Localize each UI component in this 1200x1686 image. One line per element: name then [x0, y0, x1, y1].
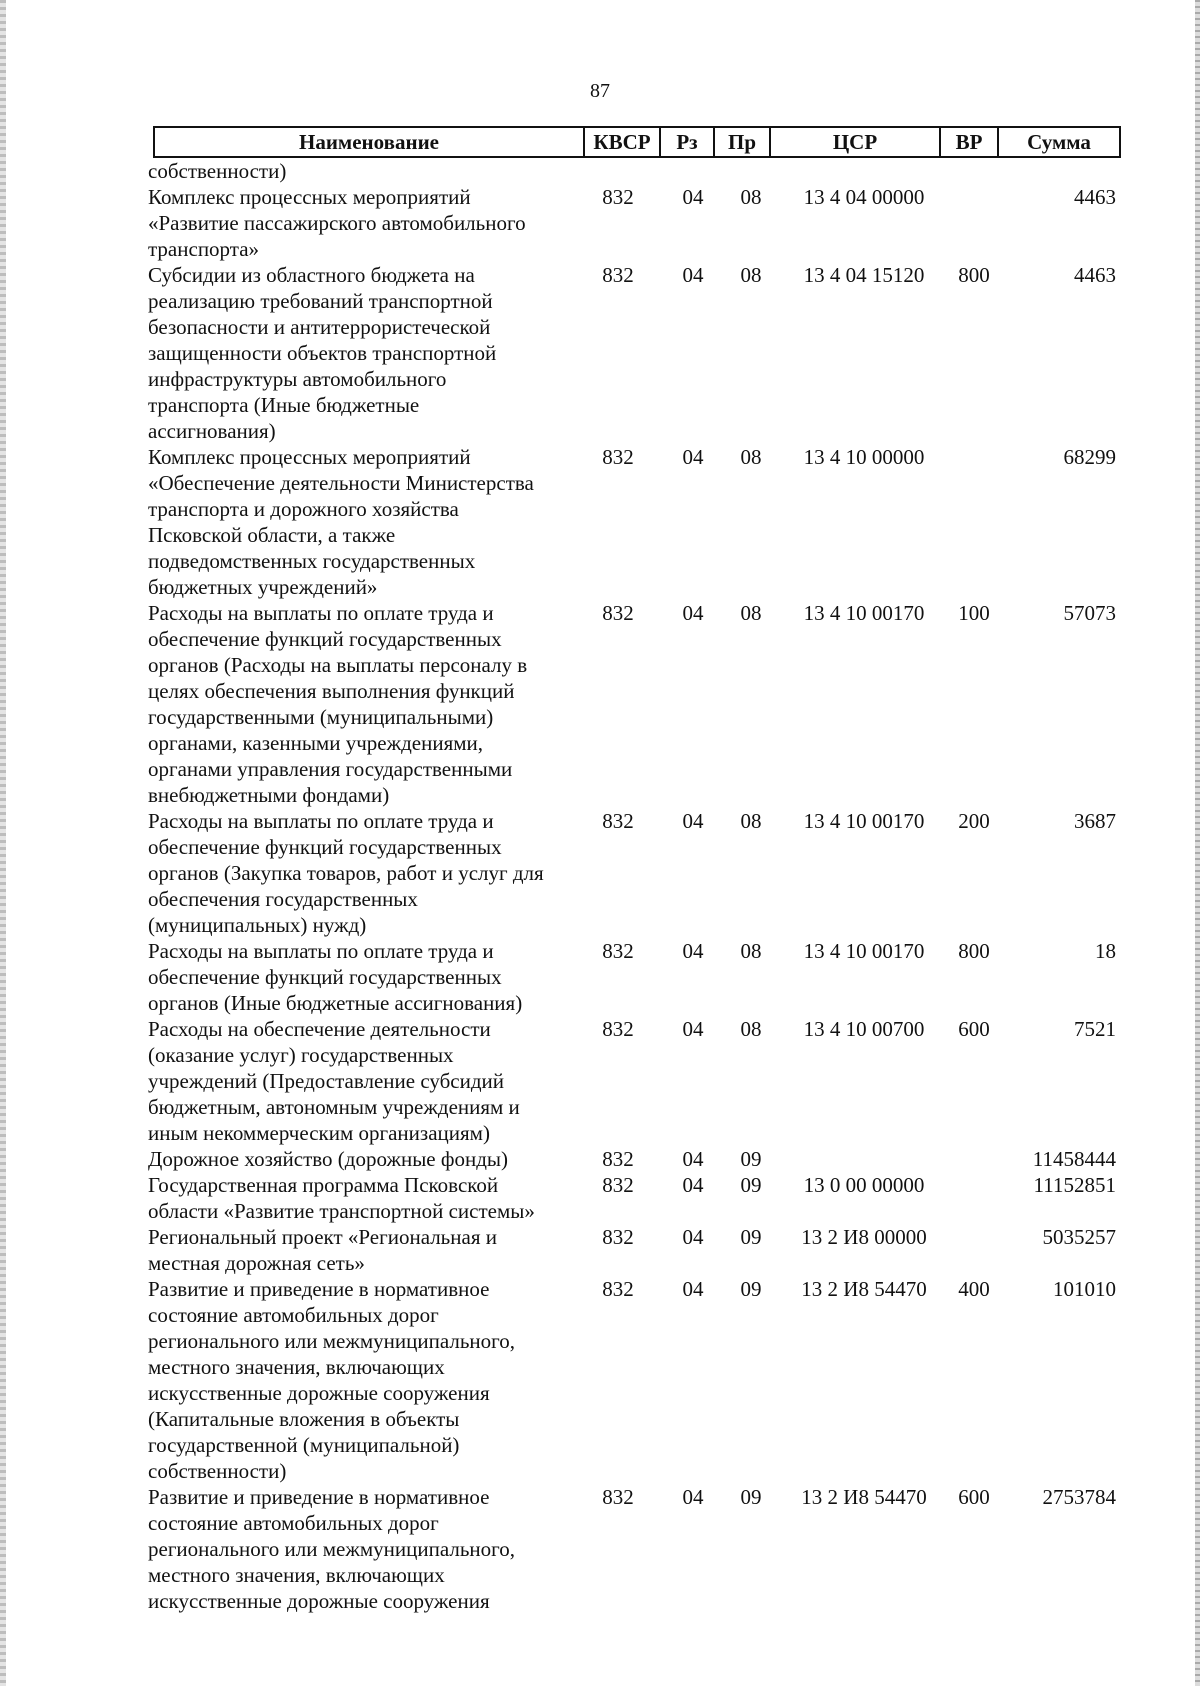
row-vr: 600	[958, 1017, 990, 1041]
row-name: Государственная программа Псковской области «Развитие транспортной системы»	[148, 1173, 535, 1223]
row-vr: 800	[958, 939, 990, 963]
row-vr: 200	[958, 809, 990, 833]
row-kvsr: 832	[602, 1147, 634, 1171]
row-csr: 13 2 И8 00000	[801, 1225, 927, 1249]
header-name: Наименование	[299, 129, 439, 154]
row-kvsr: 832	[602, 1017, 634, 1041]
table-body	[0, 158, 1200, 1614]
row-pr: 09	[740, 1485, 762, 1509]
row-pr: 09	[740, 1147, 762, 1171]
row-sum: 2753784	[1042, 1485, 1116, 1509]
row-name: собственности)	[148, 159, 287, 183]
row-csr: 13 0 00 00000	[803, 1173, 925, 1197]
row-rz: 04	[682, 809, 704, 833]
page-number: 87	[590, 80, 610, 102]
row-pr: 08	[740, 263, 762, 287]
row-sum: 5035257	[1042, 1225, 1116, 1249]
row-name: Субсидии из областного бюджета на реализацию требований транспортной безопасности и антитеррористечеcкой защищенности объектов транспортной инфраструктуры автомобильного транспорта (Иные бюджетные ассигнования)	[148, 263, 497, 443]
row-csr: 13 4 04 15120	[803, 263, 925, 287]
row-name: Развитие и приведение в нормативное состояние автомобильных дорог регионального или межмуниципального, местного значения, включающих искусственные дорожные сооружения	[148, 1485, 515, 1613]
row-kvsr: 832	[602, 1277, 634, 1301]
header-vr: ВР	[939, 128, 997, 156]
row-sum: 4463	[1074, 185, 1116, 209]
row-csr: 13 2 И8 54470	[801, 1485, 927, 1509]
row-kvsr: 832	[602, 809, 634, 833]
row-kvsr: 832	[602, 1225, 634, 1249]
row-sum: 11152851	[1033, 1173, 1116, 1197]
row-sum: 101010	[1053, 1277, 1116, 1301]
row-sum: 68299	[1063, 445, 1116, 469]
row-sum: 3687	[1074, 809, 1116, 833]
row-csr: 13 4 10 00170	[803, 601, 925, 625]
row-sum: 57073	[1063, 601, 1116, 625]
row-csr: 13 2 И8 54470	[801, 1277, 927, 1301]
row-rz: 04	[682, 601, 704, 625]
row-pr: 09	[740, 1225, 762, 1249]
row-rz: 04	[682, 1017, 704, 1041]
row-kvsr: 832	[602, 601, 634, 625]
row-name: Развитие и приведение в нормативное состояние автомобильных дорог регионального или межмуниципального, местного значения, включающих искусственные дорожные сооружения (Капитальные вложения в объекты государственной (муниципальной) собственности)	[148, 1277, 515, 1483]
row-name: Расходы на выплаты по оплате труда и обеспечение функций государственных органов (Закупка товаров, работ и услуг для обеспечения государственных (муниципальных) нужд)	[148, 809, 544, 937]
row-kvsr: 832	[602, 1485, 634, 1509]
row-rz: 04	[682, 1277, 704, 1301]
table-row	[0, 1484, 1200, 1614]
table-row	[0, 1172, 1200, 1224]
row-rz: 04	[682, 1173, 704, 1197]
row-pr: 08	[740, 601, 762, 625]
table-row	[0, 808, 1200, 938]
row-sum: 11458444	[1032, 1147, 1116, 1171]
table-row	[0, 1146, 1200, 1172]
row-pr: 08	[740, 445, 762, 469]
row-name: Дорожное хозяйство (дорожные фонды)	[148, 1147, 509, 1171]
row-kvsr: 832	[602, 445, 634, 469]
row-name: Расходы на выплаты по оплате труда и обеспечение функций государственных органов (Расходы на выплаты персоналу в целях обеспечения выполнения функций государственными (муниципальными) органами, казенными учреждениями, органами управления государственными внебюджетными фондами)	[148, 601, 528, 807]
row-pr: 08	[740, 809, 762, 833]
row-pr: 08	[740, 939, 762, 963]
row-csr: 13 4 10 00700	[803, 1017, 925, 1041]
row-vr: 400	[958, 1277, 990, 1301]
row-rz: 04	[682, 1485, 704, 1509]
row-kvsr: 832	[602, 185, 634, 209]
row-pr: 09	[740, 1173, 762, 1197]
row-csr: 13 4 04 00000	[803, 185, 925, 209]
row-csr: 13 4 10 00170	[803, 939, 925, 963]
row-kvsr: 832	[602, 263, 634, 287]
row-vr: 100	[958, 601, 990, 625]
table-row	[0, 158, 1200, 184]
table-row	[0, 184, 1200, 262]
row-sum: 18	[1095, 939, 1116, 963]
row-sum: 7521	[1074, 1017, 1116, 1041]
row-pr: 08	[740, 1017, 762, 1041]
row-pr: 08	[740, 185, 762, 209]
row-vr: 600	[958, 1485, 990, 1509]
table-row	[0, 1276, 1200, 1484]
row-csr: 13 4 10 00000	[803, 445, 925, 469]
header-kvsr: КВСР	[583, 128, 659, 156]
row-sum: 4463	[1074, 263, 1116, 287]
row-name: Комплекс процессных мероприятий «Развитие пассажирского автомобильного транспорта»	[148, 185, 526, 261]
row-name: Расходы на обеспечение деятельности (оказание услуг) государственных учреждений (Предоставление субсидий бюджетным, автономным учреждениям и иным некоммерческим организациям)	[148, 1017, 520, 1145]
row-vr: 800	[958, 263, 990, 287]
row-name: Региональный проект «Региональная и местная дорожная сеть»	[148, 1225, 497, 1275]
table-header	[153, 126, 1121, 158]
header-pr: Пр	[713, 128, 769, 156]
row-kvsr: 832	[602, 1173, 634, 1197]
table-row	[0, 938, 1200, 1016]
header-sum: Сумма	[997, 128, 1119, 156]
row-kvsr: 832	[602, 939, 634, 963]
row-rz: 04	[682, 185, 704, 209]
table-row	[0, 262, 1200, 444]
row-rz: 04	[682, 939, 704, 963]
row-csr: 13 4 10 00170	[803, 809, 925, 833]
row-rz: 04	[682, 1147, 704, 1171]
table-row	[0, 444, 1200, 600]
row-pr: 09	[740, 1277, 762, 1301]
table-row	[0, 1016, 1200, 1146]
row-rz: 04	[682, 263, 704, 287]
row-rz: 04	[682, 1225, 704, 1249]
header-rz: Рз	[659, 128, 713, 156]
row-name: Расходы на выплаты по оплате труда и обеспечение функций государственных органов (Иные бюджетные ассигнования)	[148, 939, 523, 1015]
table-row	[0, 600, 1200, 808]
row-name: Комплекс процессных мероприятий «Обеспечение деятельности Министерства транспорта и дорожного хозяйства Псковской области, а также подведомственных государственных бюджетных учреждений»	[148, 445, 534, 599]
row-rz: 04	[682, 445, 704, 469]
header-csr: ЦСР	[769, 128, 939, 156]
table-row	[0, 1224, 1200, 1276]
